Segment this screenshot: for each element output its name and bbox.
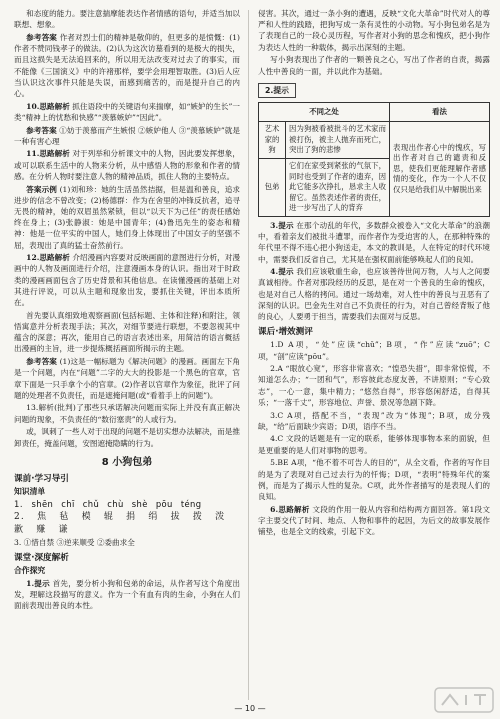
watermark-stamp-icon [434, 687, 494, 713]
test-1: 1.D A项，“处”应读“chǔ”；B项，“作”应读“zuō”；C项，“剖”应读“pōu”。 [258, 340, 490, 361]
table-header-view: 看法 [390, 103, 490, 122]
test-6 [258, 504, 490, 538]
section-in-class: 课堂·深度解析 [14, 552, 69, 563]
q11-head: 11.思路解析 [26, 149, 70, 159]
q4-head: 4.提示 [270, 267, 294, 277]
q12-head: 12.思路解析 [26, 253, 70, 263]
q3-tip [258, 220, 490, 265]
page-number: — 10 — [234, 704, 266, 713]
idiom-label: 3. [14, 537, 22, 547]
q10-answer-text: ①妨于羡慕而产生嫉恨 ②嫉妒他人 ③“羡慕嫉妒”就是一种有害心理 [14, 125, 240, 146]
pinyin-row [14, 499, 240, 509]
q11-answer-text: (1)刘和珍：她的生活虽然拮据，但是温和善良，追求进步的信念不曾改变；(2)杨德群：作为在舍里的冲锋反抗者，追寻无畏的精神，她的双眉虽然紧锁，但以“以天下为己任”的责任感始终在身上；(3)张静淑：她是中国青年；(4)鲁迅先生的姿态和精神：他是一位平实的中国人，她们身上体现出了中国女子的坚强不屈，表现出了真的猛士奋然前行。 [14, 184, 241, 250]
q11-answer [14, 184, 240, 251]
subsection-cooperation: 合作探究 [14, 565, 46, 575]
q4-tip [258, 266, 490, 322]
section-pre-class: 课前·学习导引 [14, 473, 69, 484]
section-after-class: 课后·增效测评 [258, 327, 313, 338]
view-cell: 表现出作者心中的愧疚，写出作者对自己的谴责和反思，使我们更能理解作者感情的变化，作为一个人不仅仅只是给我们从中解脱出来 [390, 122, 490, 217]
q10-text: 抓住语段中的关键语句来揣摩，如“嫉妒的生长”一类“精神上的忧愁和快感”“羡慕嫉妒”“因此”。 [14, 101, 240, 122]
row-desc-artist-dog: 因为狗被看被批斗的艺术家而被打伤，被主人抛弃而死亡，突出了狗的悲惨 [286, 122, 390, 159]
idiom-values: ①惜自禁 ③逆来顺受 ②委曲求全 [23, 537, 135, 547]
comparison-table [258, 102, 490, 217]
character-values: 焦 毡 模 辊 捐 绢 拔 拨 泼 歉 赚 谦 [14, 511, 226, 535]
table-header-diff: 不同之处 [259, 103, 390, 122]
right-para-1: 侵害。其次，通过一条小狗的遭遇，反映“文化大革命”时代对人的尊严和人性的践踏，把狗写成一条有灵性的小动物。写小狗包弟名是为了表现自己的一段心灵历程，写作者对小狗的思念和愧疚，把小狗作为表达人性的一种载体，揭示出深刻的主题。 [258, 9, 490, 52]
character-row [14, 509, 240, 535]
q11-answer-head: 答案示例 [26, 184, 58, 194]
tip-2-box: 2.提示 [258, 83, 296, 98]
row-label-baodi: 包弟 [259, 159, 286, 217]
q1-tip [14, 578, 240, 612]
test-3: 3.C A项，搭配不当，“表现”改为“体现”；B项，成分残缺，“给”后面缺少宾语；D项，语序不当。 [258, 410, 490, 431]
q4-text: 我们应该敬重生命，也应该善待世间万物，人与人之间要真诚相待。作者对那段经历的反思，是在对一个善良的生命的愧疚，也是对自己人格的拷问。通过一场劫难，对人性中的善良与丑恶有了深刻的认识。巴金先生对自己不负责任的行为，对自己曾经背叛了他的良心，人要勇于担当，需要我们去面对与反思。 [258, 267, 490, 322]
q10 [14, 101, 240, 123]
q1-text: 首先，要分析小狗和包弟的命运，从作者写这个角度出发，理解这段描写的意义。作为一个有血有肉的生命，小狗在人们面前表现出善良的本性。 [14, 578, 240, 611]
left-para-1: 和态度的能力。要注意揣摩能表达作者情感的语句，并适当加以联想、想象。 [14, 9, 240, 30]
q3-head: 3.提示 [270, 220, 294, 230]
right-para-2: 写小狗表现出了作者的一颗善良之心，写出了作者的自责，揭露人性中善良的一面，并以此作为基础。 [258, 55, 490, 76]
left-answer-1 [14, 32, 240, 99]
character-label: 2. [14, 511, 25, 522]
q12-para-b2: 13.解析(批判)了那些只承诺解决问题而实际上并没有真正解决问题的现象，不负责任的“数衍塞责”的人或行为。 [14, 403, 240, 424]
idiom-row [14, 537, 240, 548]
q1-head: 1.提示 [26, 578, 50, 588]
q12-answer-head: 参考答案 [26, 357, 58, 367]
pinyin-values: shēn chī chǔ chù shè pōu téng [31, 498, 202, 509]
q12 [14, 252, 240, 308]
lesson-title: 8 小狗包弟 [101, 456, 153, 468]
left-column [14, 8, 240, 613]
test-2: 2.A “眼放心宽”，形容非常喜欢；“惶恐失措”，即非常惊慌，不知道怎么办；“一团和气”，形容彼此态度友善，不讲原则；“专心致志”，一心一意，集中精力；“悠然自得”，形容悠闲舒适，自得其乐；“一落千丈”，形容地位、声誉、景况等急剧下降。 [258, 364, 490, 407]
test-6-head: 6.思路解析 [270, 504, 310, 514]
table-header-row [259, 103, 490, 122]
test-5: 5.BE A项，“他不着不可告人的目的”，从全文看，作者的写作目的是为了表现对自己过去行为的忏悔；D项，“表明”特殊年代的案例，而是为了揭示人性的复杂。C项，此外作者描写的是表现人们的良知。 [258, 458, 490, 501]
row-desc-baodi: 它们在家受到紧张的气氛下，同时也受到了作者的遗弃，因此它能多次挣扎，恳求主人收留它。虽然表述作者的责任，进一步写出了人的背弃 [286, 159, 390, 217]
q10-answer-head: 参考答案 [26, 125, 57, 135]
answer-text: 作者对烈士们的精神是敬仰的，但更多的是愤慨：(1)作者不赞同钱孝子的做法。(2)认为这次访墓看到的是极大的损失，而且这损失是无法追回来的，所以用无法改变对过去了的事实，而不能像《三国演义》中的许褚那样，要学会用理智取胜。(3)后人应当认识这次事件只能是失误，而感到痛苦的，而是提升自己的内心。 [14, 32, 241, 98]
q12-para-b3: 或，讽刺了一些人对于出现的问题不是切实想办法解决，而是推卸责任，掩盖问题，安图遮掩隐瞒的行为。 [14, 427, 240, 448]
row-label-artist-dog: 艺术家的狗 [259, 122, 286, 159]
q11-text: 对于列举和分析课文中的人物，因此要发挥想象，或可以联系生活中的人物来分析，从中感悟人物的形象和作者的情感。在分析人物时要注意人物的精神品质，抓住人物的主要特点。 [14, 149, 240, 181]
q12-text: 介绍漫画内容要对反映画面的意图进行分析，对漫画中的人物及画面进行介绍，注意漫画本身的认识。指出对于时政类的漫画画面包含了历史背景和其他信息。在读懂漫画的基础上对其进行评说，可以从主题和现象出发，要抓住关键，评出本质所在。 [14, 253, 240, 308]
q3-text: 在那个动乱的年代，多数群众被卷入“文化大革命”的浪潮中，看着亲友们被批斗遭罪，而作者作为受迫害的人，在那种特殊的年代里不得不违心把小狗送走，本文的教训是，人在特定的时代环境中，需要我们反省自己，尤其是在强权面前能够唤起人们的良知。 [258, 220, 490, 264]
column-divider [248, 10, 249, 700]
table-row [259, 122, 490, 159]
right-column [258, 8, 490, 539]
answer-label: 参考答案 [26, 32, 58, 42]
subsection-knowledge: 知识清单 [14, 486, 46, 496]
q12-para-b: 首先要认真细致地观察画面(包括标题、主体和注释)和附注，领悟寓意并分析表现手法；其次，对细节要进行联想，不要忽视其中蕴含的深意；再次，能用自己的语言表述出来，用简洁的语言概括出漫画的主旨，进一步提炼概括画面所揭示的主题。 [14, 310, 240, 354]
q10-answer [14, 125, 240, 147]
q11 [14, 148, 240, 182]
q10-head: 10.思路解析 [26, 101, 70, 111]
pinyin-label: 1. [14, 498, 24, 509]
test-6-text: 文段的作用一般从内容和结构两方面回答。第1段文字主要交代了时间、地点、人物和事件的起因，为后文的故事发展作铺垫，也是全文的线索，引起下文。 [258, 504, 490, 537]
test-4: 4.C 文段的话题是有一定的联系，能够体现事物本来的面貌，但是更重要的是人们对事物的思考。 [258, 434, 490, 455]
q12-answer [14, 356, 240, 401]
q12-answer-text: (1)这是一幅标题为《解决问题》的漫画。画面左下角是一个问题，内在“问题”二字的大大的投影是一个黑色的官章，官章下面是一只手拿个小的官章。(2)作者以官章作为象征，批评了问题的处理者不负责任，而是遮掩问题(或“看着手上的问题”)。 [14, 357, 241, 400]
